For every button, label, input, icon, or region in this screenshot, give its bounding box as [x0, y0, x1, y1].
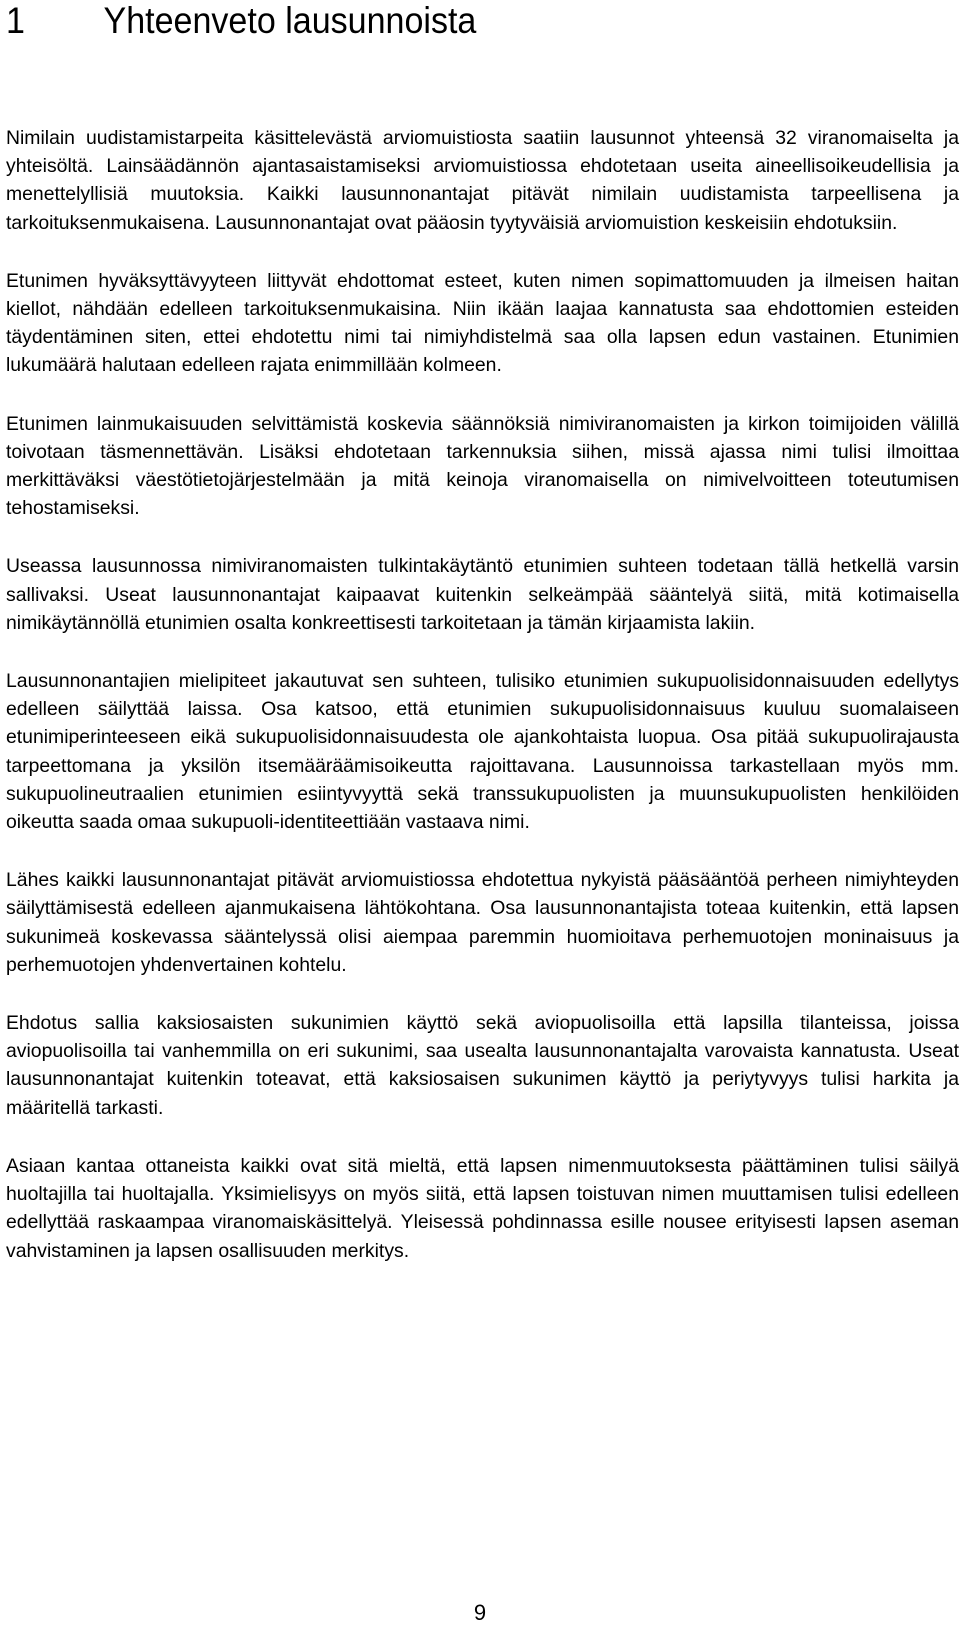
section-heading — [6, 0, 476, 42]
section-number: 1 — [6, 0, 25, 41]
paragraph-first-name-obstacles: Etunimen hyväksyttävyyteen liittyvät ehdottomat esteet, kuten nimen sopimattomuuden ja ilmeisen haitan kiellot, nähdään edelleen tarkoituksenmukaisina. Niin ikään laajaa kannatusta saa ehdottomien esteiden täydentäminen siten, ettei ehdotettu nimi tai nimiyhdistelmä saa olla lapsen edun vastainen. Etunimien lukumäärä halutaan edelleen rajata enimmillään kolmeen. — [6, 269, 959, 377]
page-number: 9 — [473, 1600, 487, 1625]
paragraph-child-name-change: Asiaan kantaa ottaneista kaikki ovat sitä mieltä, että lapsen nimenmuutoksesta päättäminen tulisi säilyä huoltajilla tai huoltajalla. Yksimielisyys on myös siitä, että lapsen toistuvan nimen muuttamisen tulisi edelleen edellyttää raskaampaa viranomaiskäsittelyä. Yleisessä pohdinnassa esille nousee erityisesti lapsen aseman vahvistaminen ja lapsen osallisuuden merkitys. — [6, 1154, 959, 1262]
section-title: Yhteenveto lausunnoista — [103, 0, 477, 41]
paragraph-legality-review: Etunimen lainmukaisuuden selvittämistä koskevia säännöksiä nimiviranomaisten ja kirkon toimijoiden välillä toivotaan täsmennettävän. Lisäksi ehdotetaan tarkennuksia siihen, missä ajassa nimi tulisi ilmoittaa merkittäväksi väestötietojärjestelmään ja mitä keinoja viranomaisella on nimivelvoitteen toteutumisen tehostamiseksi. — [6, 412, 959, 520]
paragraph-summary: Nimilain uudistamistarpeita käsittelevästä arviomuistiosta saatiin lausunnot yhteensä 32 viranomaiselta ja yhteisöltä. Lainsäädännön ajantasaistamiseksi arviomuistiossa ehdotetaan useita aineellisoikeudellisia ja menettelyllisiä muutoksia. Kaikki lausunnonantajat pitävät nimilain uudistamista tarpeellisena ja tarkoituksenmukaisena. Lausunnonantajat ovat pääosin tyytyväisiä arviomuistion keskeisiin ehdotuksiin. — [6, 127, 959, 234]
paragraph-interpretation-practice: Useassa lausunnossa nimiviranomaisten tulkintakäytäntö etunimien suhteen todetaan tällä hetkellä varsin sallivaksi. Useat lausunnonantajat kaipaavat kuitenkin selkeämpää sääntelyä siitä, mitä kotimaisella nimikäytännöllä etunimien osalta konkreettisesti tarkoitetaan ja tämän kirjaamista lakiin. — [6, 555, 959, 634]
paragraph-double-surname: Ehdotus sallia kaksiosaisten sukunimien käyttö sekä aviopuolisoilla että lapsilla tilanteissa, joissa aviopuolisoilla tai vanhemmilla on eri sukunimi, saa usealta lausunnonantajalta varovaista kannatusta. Useat lausunnonantajat kuitenkin toteavat, että kaksiosaisen sukunimen käyttö ja periytyvyys tulisi harkita ja määritellä tarkasti. — [6, 1012, 959, 1119]
document-body — [6, 124, 959, 1295]
paragraph-family-name-unity: Lähes kaikki lausunnonantajat pitävät arviomuistiossa ehdotettua nykyistä pääsääntöä perheen nimiyhteyden säilyttämisestä edelleen ajanmukaisena lähtökohtana. Osa lausunnonantajista toteaa kuitenkin, että lapsen sukunimeä koskevassa sääntelyssä olisi aiempaa paremmin huomioitava perhemuotojen moninaisuus ja perhemuotojen yhdenvertainen kohtelu. — [6, 869, 959, 976]
paragraph-gender-binding: Lausunnonantajien mielipiteet jakautuvat sen suhteen, tulisiko etunimien sukupuolisidonnaisuuden edellytys edelleen säilyttää laissa. Osa katsoo, että etunimien sukupuolisidonnaisuus kuuluu suomalaiseen etunimiperinteeseen eikä sukupuolisidonnaisuudesta ole ajankohtaista luopua. Osa pitää sukupuolirajausta tarpeettomana ja yksilön itsemääräämisoikeutta rajoittavana. Lausunnoissa tarkastellaan myös mm. sukupuolineutraalien etunimien esiintyvyyttä sekä transsukupuolisten ja muunsukupuolisten henkilöiden oikeutta saada omaa sukupuoli-identiteettiään vastaava nimi. — [6, 670, 959, 834]
